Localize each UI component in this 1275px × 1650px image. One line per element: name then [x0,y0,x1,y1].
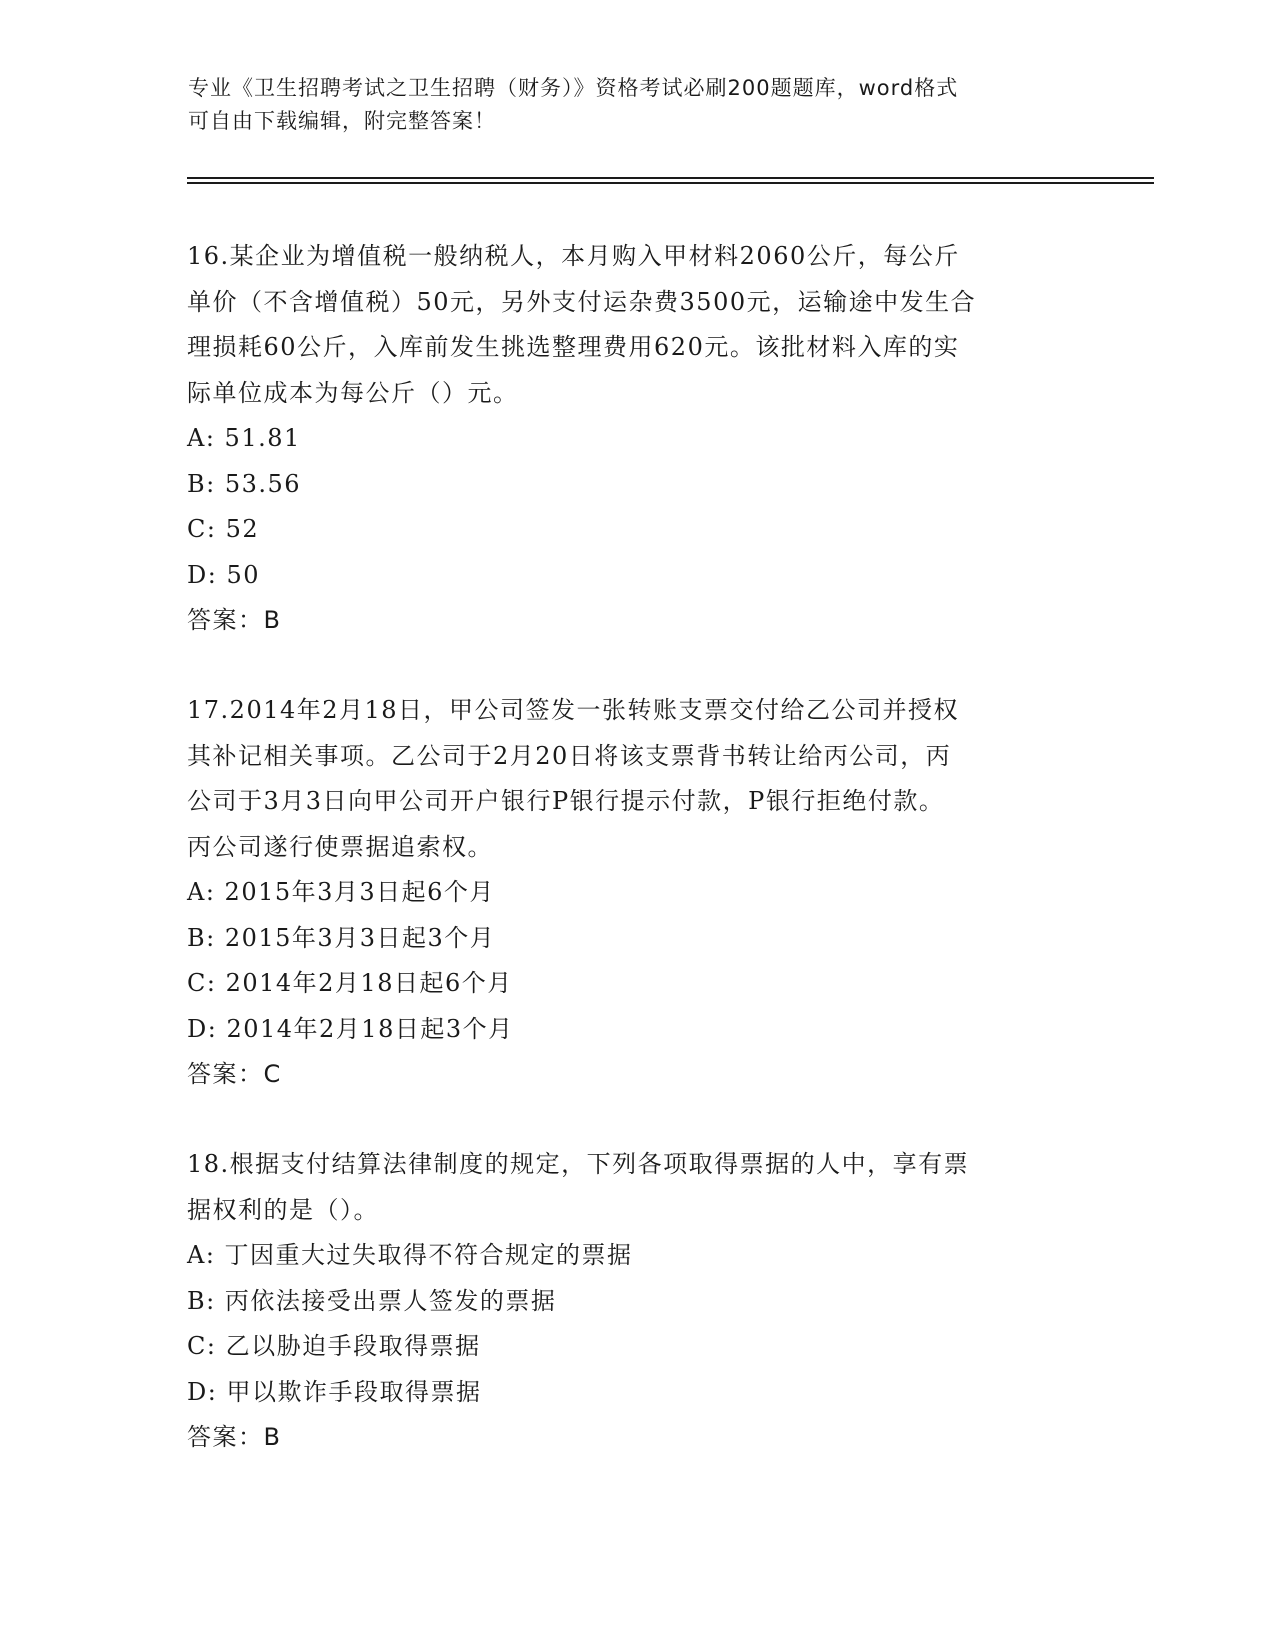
option-a: A: 51.81 [187,424,301,452]
option-b: B: 2015年3月3日起3个月 [187,923,496,952]
question-17 [187,688,1087,1098]
option-d: D: 50 [187,560,260,589]
option-d: D: 甲以欺诈手段取得票据 [187,1377,482,1406]
question-stem-line: 其补记相关事项。乙公司于2月20日将该支票背书转让给丙公司，丙 [187,741,952,770]
question-stem-line: 公司于3月3日向甲公司开户银行P银行提示付款，P银行拒绝付款。 [187,787,945,815]
option-b: B: 丙依法接受出票人签发的票据 [187,1286,557,1315]
question-stem-line: 18.根据支付结算法律制度的规定，下列各项取得票据的人中，享有票 [187,1150,970,1178]
question-18 [187,1142,1087,1461]
header-title-line-2: 可自由下载编辑，附完整答案！ [188,109,496,133]
question-stem-line: 据权利的是（）。 [187,1195,379,1224]
header-title-line-1: 专业《卫生招聘考试之卫生招聘（财务）》资格考试必刷200题题库，word格式 [188,76,959,100]
option-b: B: 53.56 [187,469,302,498]
option-a: A: 2015年3月3日起6个月 [187,878,495,906]
question-stem-line: 17.2014年2月18日，甲公司签发一张转账支票交付给乙公司并授权 [187,696,960,724]
question-stem-line: 16.某企业为增值税一般纳税人，本月购入甲材料2060公斤，每公斤 [187,242,960,270]
option-d: D: 2014年2月18日起3个月 [187,1014,514,1043]
answer-line: 答案：B [187,1423,282,1451]
option-a: A: 丁因重大过失取得不符合规定的票据 [187,1241,633,1269]
answer-line: 答案：C [187,1060,282,1088]
option-c: C: 52 [187,515,260,543]
question-stem-line: 际单位成本为每公斤（）元。 [187,378,519,407]
question-stem-line: 理损耗60公斤，入库前发生挑选整理费用620元。该批材料入库的实 [187,333,960,361]
question-stem-line: 丙公司遂行使票据追索权。 [187,832,493,861]
option-c: C: 乙以胁迫手段取得票据 [187,1332,481,1360]
header-divider-top [187,177,1154,179]
answer-line: 答案：B [187,606,282,634]
header-divider-bottom [187,182,1154,184]
question-stem-line: 单价（不含增值税）50元，另外支付运杂费3500元，运输途中发生合 [187,287,977,316]
option-c: C: 2014年2月18日起6个月 [187,969,513,997]
document-header [188,72,1068,138]
question-16 [187,234,1087,644]
